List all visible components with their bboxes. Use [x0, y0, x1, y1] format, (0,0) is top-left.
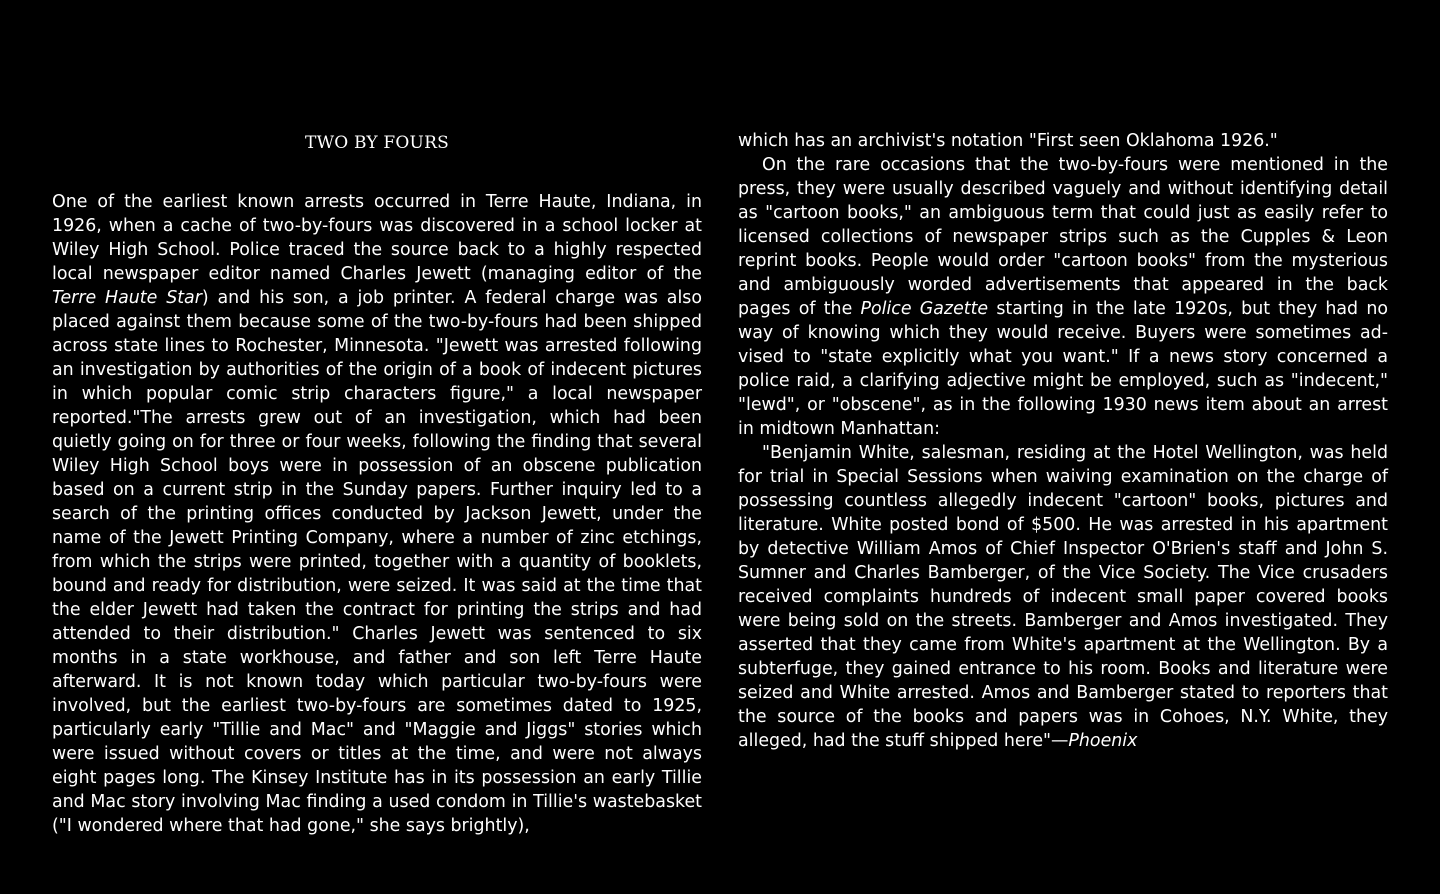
- right-paragraph-press-italic-title: Police Gazette: [860, 299, 989, 319]
- left-paragraph-text-1: One of the earliest known arrests occurred in Terre Haute, Indiana, in 1926, when a cache of two-by-fours was discovered in a school locker at Wiley High School. Police traced the source back to a highly respected local newspaper editor named Charles Jewett (managing editor of the: [52, 192, 702, 284]
- right-paragraph-press-text-1: On the rare occasions that the two-by-fours were mentioned in the press, they were usually described vaguely and without identifying detail as "cartoon books," an ambiguous term that could just as easily refer to licensed collections of newspaper strips such as the Cupples & Leon reprint books. People would order "cartoon books" from the mysterious and ambiguously worded advertisements that appeared in the back pages of the: [738, 155, 1388, 319]
- running-head: TWO BY FOURS: [305, 133, 449, 153]
- right-paragraph-news-quote: [738, 441, 1388, 753]
- right-paragraph-press: [738, 153, 1388, 441]
- right-paragraph-quote-source: Phoenix: [1068, 731, 1138, 751]
- left-paragraph: [52, 190, 702, 838]
- right-paragraph-quote-text: "Benjamin White, salesman, residing at the Hotel Wellington, was held for trial in Special Sessions when waiving examination on the charge of possessing countless allegedly indecent "cartoon" books, pictures and literature. White posted bond of $500. He was arrested in his apartment by detective William Amos of Chief Inspector O'Brien's staff and John S. Sumner and Charles Bamberger, of the Vice Society. The Vice crusaders received complaints hundreds of indecent small paper covered books were being sold on the streets. Bamberger and Amos investigated. They asserted that they came from White's apartment at the Wellington. By a subterfuge, they gained entrance to his room. Books and literature were seized and White arrested. Amos and Bamberger stated to reporters that the source of the books and papers was in Cohoes, N.Y. White, they alleged, had the stuff shipped here"—: [738, 443, 1388, 751]
- left-paragraph-text-2: ) and his son, a job printer. A federal charge was also placed against them because some of the two-by-fours had been shipped across state lines to Rochester, Minnesota. "Jewett was arrested following an investigation by authorities of the origin of a book of indecent pictures in which popular comic strip characters figure," a local newspaper reported."The arrests grew out of an investigation, which had been quietly going on for three or four weeks, following the finding that several Wiley High School boys were in possession of an obscene publication based on a current strip in the Sunday papers. Further inquiry led to a search of the printing offices conducted by Jackson Jewett, under the name of the Jewett Printing Company, where a number of zinc etchings, from which the strips were printed, together with a quantity of booklets, bound and ready for distribution, were seized. It was said at the time that the elder Jewett had taken the contract for printing the strips and had attended to their distribution." Charles Jewett was sentenced to six months in a state workhouse, and father and son left Terre Haute afterward. It is not known today which particular two-by-fours were involved, but the earliest two-by-fours are sometimes dated to 1925, particularly early "Tillie and Mac" and "Maggie and Jiggs" stories which were issued without covers or titles at the time, and were not always eight pages long. The Kinsey Institute has in its possession an early Tillie and Mac story involving Mac finding a used condom in Tillie's wastebasket ("I wondered where that had gone," she says brightly),: [52, 288, 702, 836]
- left-page-body: [52, 190, 702, 838]
- left-paragraph-italic-title: Terre Haute Star: [52, 288, 202, 308]
- right-paragraph-continuation: which has an archivist's notation "First seen Oklahoma 1926.": [738, 131, 1278, 151]
- right-paragraph-press-text-2: starting in the late 1920s, but they had no way of knowing which they would receive. Buyers were sometimes advised to "state explicitly what you want." If a news story concerned a police raid, a clarifying adjective might be employed, such as "indecent," "lewd", or "obscene", as in the following 1930 news item about an arrest in midtown Manhattan:: [738, 299, 1388, 439]
- right-page: [738, 129, 1388, 753]
